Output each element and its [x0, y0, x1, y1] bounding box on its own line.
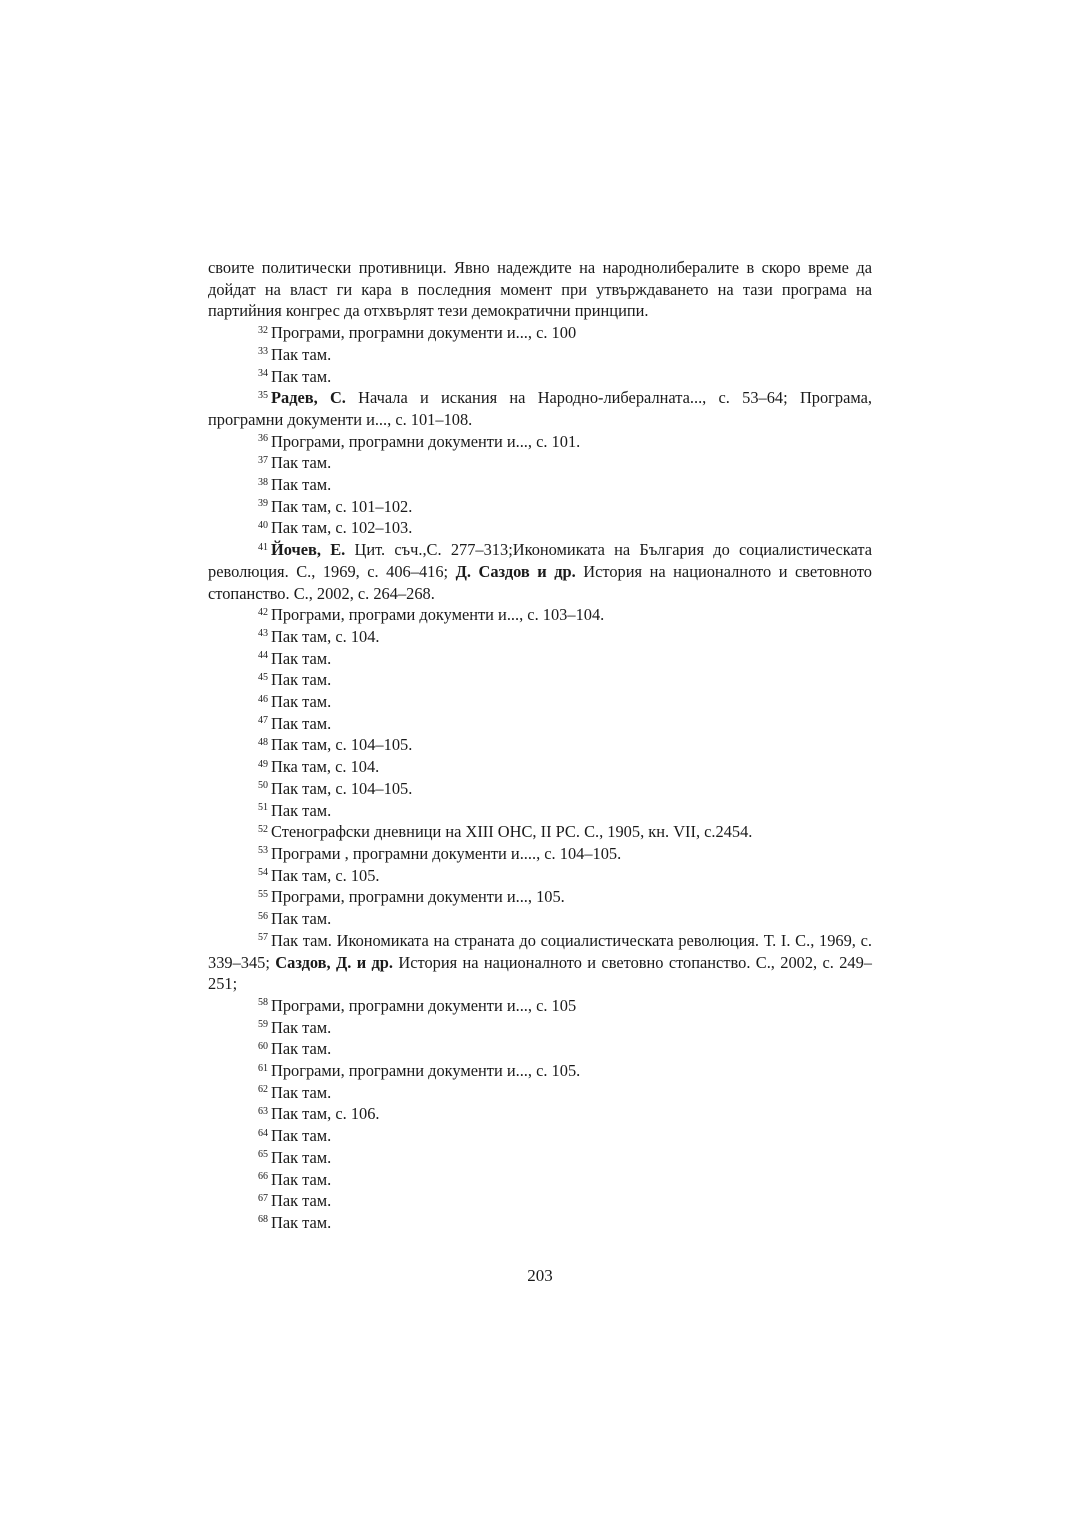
footnote-52	[208, 821, 872, 843]
footnote-43	[208, 626, 872, 648]
footnote-35	[208, 387, 872, 430]
footnote-text: Пак там.	[271, 453, 332, 473]
footnote-author: Радев, С.	[271, 388, 346, 408]
footnote-author-2: Д. Саздов и др.	[455, 561, 576, 581]
footnote-37	[208, 452, 872, 474]
footnote-number: 65	[258, 1149, 268, 1161]
footnote-text: Програми , програмни документи и...., с. 104–105.	[271, 843, 622, 863]
footnote-text: Пак там, с. 104–105.	[271, 778, 413, 798]
footnote-number: 47	[258, 715, 268, 727]
footnote-number: 33	[258, 346, 268, 358]
footnote-text: Стенографски дневници на XIII ОНС, II РС. С., 1905, кн. VII, с.2454.	[271, 822, 753, 842]
footnote-number: 68	[258, 1214, 268, 1226]
footnote-number: 58	[258, 997, 268, 1009]
footnote-58	[208, 995, 872, 1017]
footnote-text: Начала и искания на Народно-либералната..., с. 53–64; Програма, програмни документи и..., с. 101–108.	[208, 388, 872, 429]
footnote-text: Пак там.	[271, 648, 332, 668]
footnote-41	[208, 539, 872, 604]
footnote-number: 53	[258, 845, 268, 857]
footnote-number: 64	[258, 1127, 268, 1139]
footnote-text: Пак там.	[271, 366, 332, 386]
footnote-text: Пак там, с. 102–103.	[271, 518, 413, 538]
footnote-text: Цит. съч.,С. 277–313;Икономиката на България до социалистическата революция. С., 1969, с. 406–416;	[208, 540, 872, 581]
footnote-49	[208, 756, 872, 778]
footnote-number: 42	[258, 606, 268, 618]
footnote-text: Пак там, с. 105.	[271, 865, 380, 885]
footnote-number: 49	[258, 758, 268, 770]
footnote-67	[208, 1190, 872, 1212]
footnote-number: 56	[258, 910, 268, 922]
footnote-63	[208, 1103, 872, 1125]
footnote-number: 62	[258, 1084, 268, 1096]
footnote-text: Програми, програмни документи и..., с. 105	[271, 995, 577, 1015]
footnote-53	[208, 843, 872, 865]
footnote-number: 48	[258, 736, 268, 748]
footnote-text: Програми, програми документи и..., с. 103–104.	[271, 605, 605, 625]
footnote-65	[208, 1147, 872, 1169]
footnote-44	[208, 648, 872, 670]
footnote-text: Пак там.	[271, 800, 332, 820]
footnote-number: 41	[258, 541, 268, 553]
footnote-32	[208, 322, 872, 344]
footnote-text: Пак там, с. 104–105.	[271, 735, 413, 755]
footnote-number: 57	[258, 932, 268, 944]
footnote-text: Програми, програмни документи и..., с. 100	[271, 323, 577, 343]
footnote-text: Пак там.	[271, 475, 332, 495]
footnote-text: Пак там, с. 106.	[271, 1104, 380, 1124]
footnote-64	[208, 1125, 872, 1147]
footnote-text: Пак там.	[271, 1191, 332, 1211]
footnote-number: 38	[258, 476, 268, 488]
footnote-number: 61	[258, 1062, 268, 1074]
footnote-text: Пак там.	[271, 1017, 332, 1037]
footnote-number: 54	[258, 867, 268, 879]
footnote-text: Пак там.	[271, 1212, 332, 1232]
footnote-text: Пак там.	[271, 713, 332, 733]
footnote-text: Пак там, с. 101–102.	[271, 496, 413, 516]
footnote-text: Пак там.	[271, 909, 332, 929]
footnote-66	[208, 1169, 872, 1191]
footnote-62	[208, 1082, 872, 1104]
footnote-61	[208, 1060, 872, 1082]
footnote-54	[208, 865, 872, 887]
intro-paragraph: своите политически противници. Явно надеждите на народнолибералите в скоро време да дойдат на власт ги кара в последния момент при утвърждаването на тази програма на партийния конгрес да отхвърлят тези демократични принципи.	[208, 258, 872, 321]
footnote-number: 36	[258, 433, 268, 445]
text-block	[208, 257, 872, 1234]
footnote-45	[208, 669, 872, 691]
footnote-51	[208, 800, 872, 822]
footnote-number: 35	[258, 389, 268, 401]
footnote-57	[208, 930, 872, 995]
footnote-68	[208, 1212, 872, 1234]
footnote-33	[208, 344, 872, 366]
footnote-text: Пак там.	[271, 670, 332, 690]
footnote-text: Пак там.	[271, 1147, 332, 1167]
footnote-38	[208, 474, 872, 496]
footnote-46	[208, 691, 872, 713]
footnote-number: 37	[258, 454, 268, 466]
footnote-text: Пак там.	[271, 344, 332, 364]
footnote-number: 55	[258, 888, 268, 900]
footnote-40	[208, 517, 872, 539]
footnote-text: Пак там.	[271, 1126, 332, 1146]
footnote-number: 32	[258, 324, 268, 336]
footnote-text: Пак там.	[271, 692, 332, 712]
footnote-36	[208, 431, 872, 453]
footnote-47	[208, 713, 872, 735]
footnote-text: Пак там. Икономиката на страната до социалистическата революция. Т. I. С., 1969, с. 339–345;	[208, 930, 872, 972]
footnote-number: 40	[258, 519, 268, 531]
footnote-42	[208, 604, 872, 626]
footnote-author: Саздов, Д. и др.	[275, 952, 394, 972]
footnote-56	[208, 908, 872, 930]
footnote-number: 39	[258, 498, 268, 510]
footnote-34	[208, 366, 872, 388]
footnote-author: Йочев, Е.	[271, 540, 346, 560]
footnote-number: 50	[258, 780, 268, 792]
footnote-text: Пак там.	[271, 1082, 332, 1102]
footnote-number: 51	[258, 802, 268, 814]
footnote-number: 45	[258, 671, 268, 683]
footnote-number: 46	[258, 693, 268, 705]
footnote-text-2: История на националното и световното стопанство. С., 2002, с. 264–268.	[208, 561, 872, 603]
footnote-number: 44	[258, 650, 268, 662]
footnote-60	[208, 1038, 872, 1060]
footnote-number: 59	[258, 1019, 268, 1031]
footnote-55	[208, 886, 872, 908]
footnote-59	[208, 1017, 872, 1039]
page-number: 203	[527, 1266, 553, 1285]
footnote-text: Пка там, с. 104.	[271, 757, 380, 777]
footnote-50	[208, 778, 872, 800]
footnote-number: 66	[258, 1171, 268, 1183]
footnote-text: Пак там, с. 104.	[271, 626, 380, 646]
footnote-text: Програми, програмни документи и..., с. 105.	[271, 1061, 581, 1081]
footnote-number: 67	[258, 1192, 268, 1204]
footnote-48	[208, 734, 872, 756]
footnote-text-2: История на националното и световно стопанство. С., 2002, с. 249–251;	[208, 952, 872, 994]
footnote-number: 52	[258, 823, 268, 835]
footnote-number: 43	[258, 628, 268, 640]
footnote-number: 60	[258, 1040, 268, 1052]
footnote-number: 63	[258, 1105, 268, 1117]
footnote-39	[208, 496, 872, 518]
footnote-number: 34	[258, 368, 268, 380]
footnote-text: Програми, програмни документи и..., с. 101.	[271, 431, 581, 451]
footnote-text: Програми, програмни документи и..., 105.	[271, 887, 565, 907]
footnote-text: Пак там.	[271, 1169, 332, 1189]
footnote-text: Пак там.	[271, 1039, 332, 1059]
